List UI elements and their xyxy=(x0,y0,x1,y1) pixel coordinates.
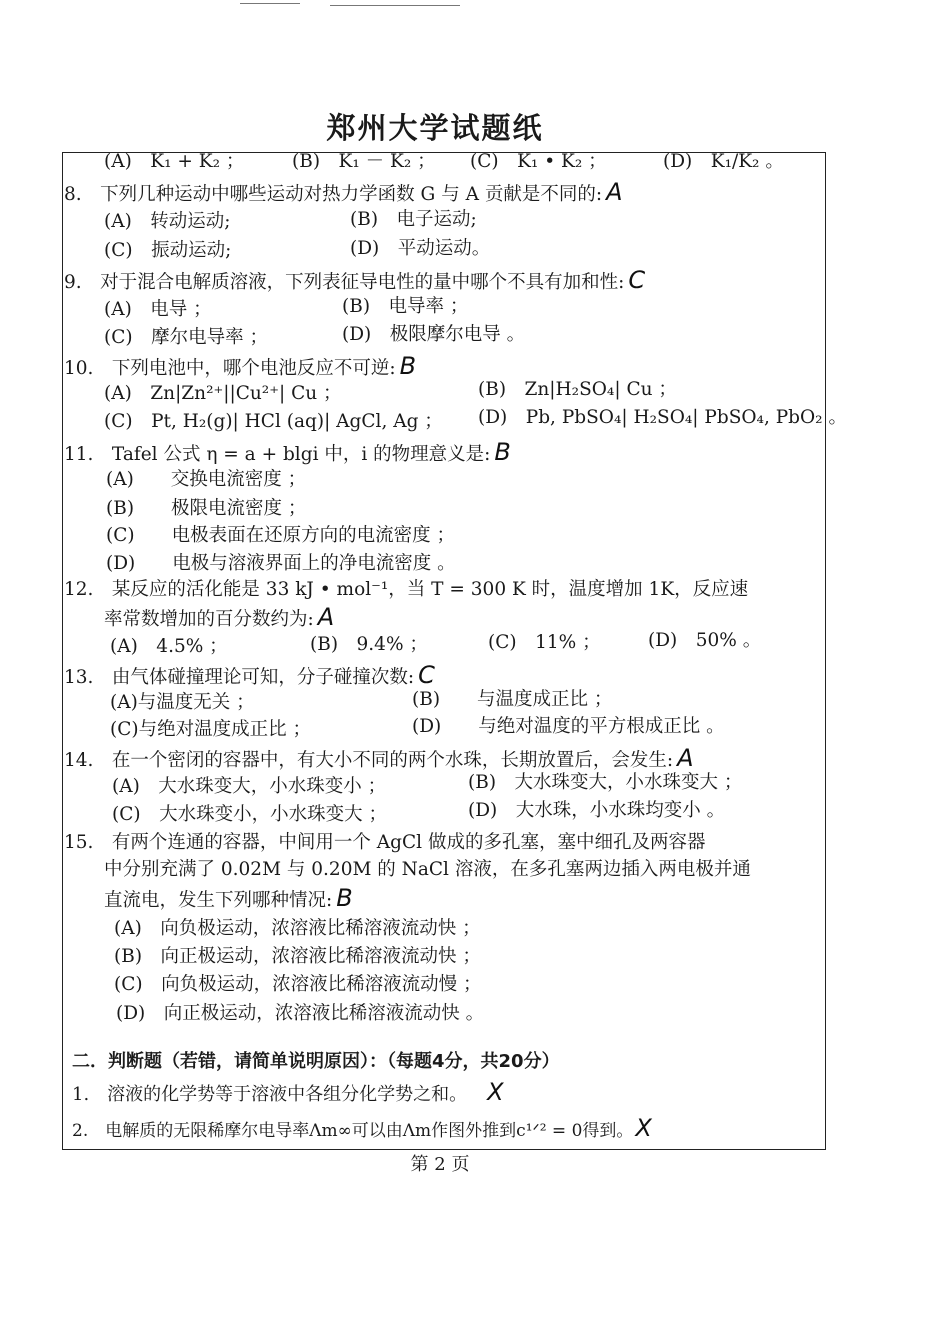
option-c: (C) 摩尔电导率 ； xyxy=(104,327,268,348)
option-c: (C) 11% ； xyxy=(488,632,601,653)
section-heading: 二．判断题（若错，请简单说明原因）：（每题4分，共20分） xyxy=(72,1051,560,1072)
option-a: (A) 4.5% ； xyxy=(110,636,228,657)
option-a: (A) K₁ + K₂ ； xyxy=(104,151,245,172)
option-a: (A) 向负极运动，浓溶液比稀溶液流动快 ； xyxy=(114,918,481,939)
option-d: (D) 大水珠，小水珠均变小 。 xyxy=(468,800,726,821)
question-text: 率常数增加的百分数约为: xyxy=(104,609,314,630)
question-14 xyxy=(64,746,694,773)
option-d: (D) 平动运动。 xyxy=(350,238,491,259)
option-d: (D) 与绝对温度的平方根成正比 。 xyxy=(412,716,725,737)
question-12: 12. 某反应的活化能是 33 kJ • mol⁻¹，当 T = 300 K 时，温度增加 1K，反应速 xyxy=(64,579,749,600)
question-text: 直流电，发生下列哪种情况: xyxy=(104,890,333,911)
option-b: (B) 电导率 ； xyxy=(342,296,469,317)
option-d: (D) K₁/K₂ 。 xyxy=(663,151,784,172)
option-c: (C) 电极表面在还原方向的电流密度 ； xyxy=(106,525,455,546)
option-b: (B) 9.4% ； xyxy=(310,634,428,655)
handwritten-answer: A xyxy=(317,603,335,631)
question-text: 9. 对于混合电解质溶液，下列表征导电性的量中哪个不具有加和性: xyxy=(64,272,625,293)
question-10 xyxy=(64,354,416,381)
option-c: (C)与绝对温度成正比 ； xyxy=(110,719,311,740)
option-d: (D) 极限摩尔电导 。 xyxy=(342,324,526,345)
page-number: 第 2 页 xyxy=(410,1154,470,1175)
question-text: 2. 电解质的无限稀摩尔电导率Λm∞可以由Λm作图外推到c¹ᐟ² = 0得到。 xyxy=(72,1121,634,1141)
question-text: 10. 下列电池中，哪个电池反应不可逆: xyxy=(64,358,396,379)
judgment-item-1 xyxy=(72,1080,504,1107)
question-11 xyxy=(64,440,511,467)
option-b: (B) 电子运动; xyxy=(350,209,477,230)
option-b: (B) 与温度成正比 ； xyxy=(412,689,613,710)
option-a: (A) 大水珠变大，小水珠变小 ； xyxy=(112,776,387,797)
option-b: (B) 大水珠变大，小水珠变大 ； xyxy=(468,772,743,793)
question-15-cont xyxy=(104,886,353,913)
option-a: (A) 交换电流密度 ； xyxy=(106,469,307,490)
option-d: (D) 50% 。 xyxy=(648,630,762,651)
option-d: (D) 向正极运动，浓溶液比稀溶液流动快 。 xyxy=(116,1003,485,1024)
question-8 xyxy=(64,180,622,207)
option-d: (D) 电极与溶液界面上的净电流密度 。 xyxy=(106,553,456,574)
option-c: (C) 大水珠变小，小水珠变大 ； xyxy=(112,804,387,825)
question-15: 15. 有两个连通的容器，中间用一个 AgCl 做成的多孔塞，塞中细孔及两容器 xyxy=(64,832,706,853)
question-15-cont: 中分别充满了 0.02M 与 0.20M 的 NaCl 溶液，在多孔塞两边插入两电极并通 xyxy=(104,859,751,880)
question-text: 1. 溶液的化学势等于溶液中各组分化学势之和。 xyxy=(72,1084,468,1105)
handwritten-answer: C xyxy=(418,661,435,689)
option-a: (A)与温度无关 ； xyxy=(110,692,255,713)
option-b: (B) 向正极运动，浓溶液比稀溶液流动快 ； xyxy=(114,946,481,967)
option-c: (C) 向负极运动，浓溶液比稀溶液流动慢 ； xyxy=(114,974,482,995)
handwritten-answer: B xyxy=(399,352,417,380)
option-c: (C) Pt, H₂(g)| HCl (aq)| AgCl, Ag ； xyxy=(104,411,443,432)
question-9 xyxy=(64,268,645,295)
scan-artifact xyxy=(240,0,480,8)
handwritten-answer: C xyxy=(628,266,646,294)
option-c: (C) 振动运动; xyxy=(104,240,232,261)
judgment-item-2 xyxy=(72,1116,652,1143)
option-b: (B) Zn|H₂SO₄| Cu ； xyxy=(478,379,677,400)
option-c: (C) K₁ • K₂ ； xyxy=(470,151,607,172)
page-title: 郑州大学试题纸 xyxy=(326,111,544,145)
option-d: (D) Pb, PbSO₄| H₂SO₄| PbSO₄, PbO₂ 。 xyxy=(478,407,847,428)
option-a: (A) 转动运动; xyxy=(104,211,231,232)
handwritten-answer: A xyxy=(606,178,623,206)
option-a: (A) Zn|Zn²⁺||Cu²⁺| Cu ； xyxy=(104,383,342,404)
question-text: 8. 下列几种运动中哪些运动对热力学函数 G 与 A 贡献是不同的: xyxy=(64,184,603,205)
question-text: 13. 由气体碰撞理论可知，分子碰撞次数: xyxy=(64,667,415,688)
handwritten-answer: A xyxy=(677,744,694,772)
question-12-cont xyxy=(104,605,334,632)
handwritten-answer: B xyxy=(336,884,353,912)
question-text: 14. 在一个密闭的容器中，有大小不同的两个水珠，长期放置后，会发生: xyxy=(64,750,674,771)
option-b: (B) 极限电流密度 ； xyxy=(106,498,307,519)
option-a: (A) 电导 ； xyxy=(104,299,212,320)
question-text: 11. Tafel 公式 η = a + blgi 中，i 的物理意义是: xyxy=(64,444,491,465)
handwritten-answer: B xyxy=(494,438,511,466)
handwritten-answer: X xyxy=(635,1114,652,1142)
handwritten-answer: X xyxy=(487,1078,504,1106)
question-13 xyxy=(64,663,435,690)
option-b: (B) K₁ － K₂ ； xyxy=(292,151,436,172)
